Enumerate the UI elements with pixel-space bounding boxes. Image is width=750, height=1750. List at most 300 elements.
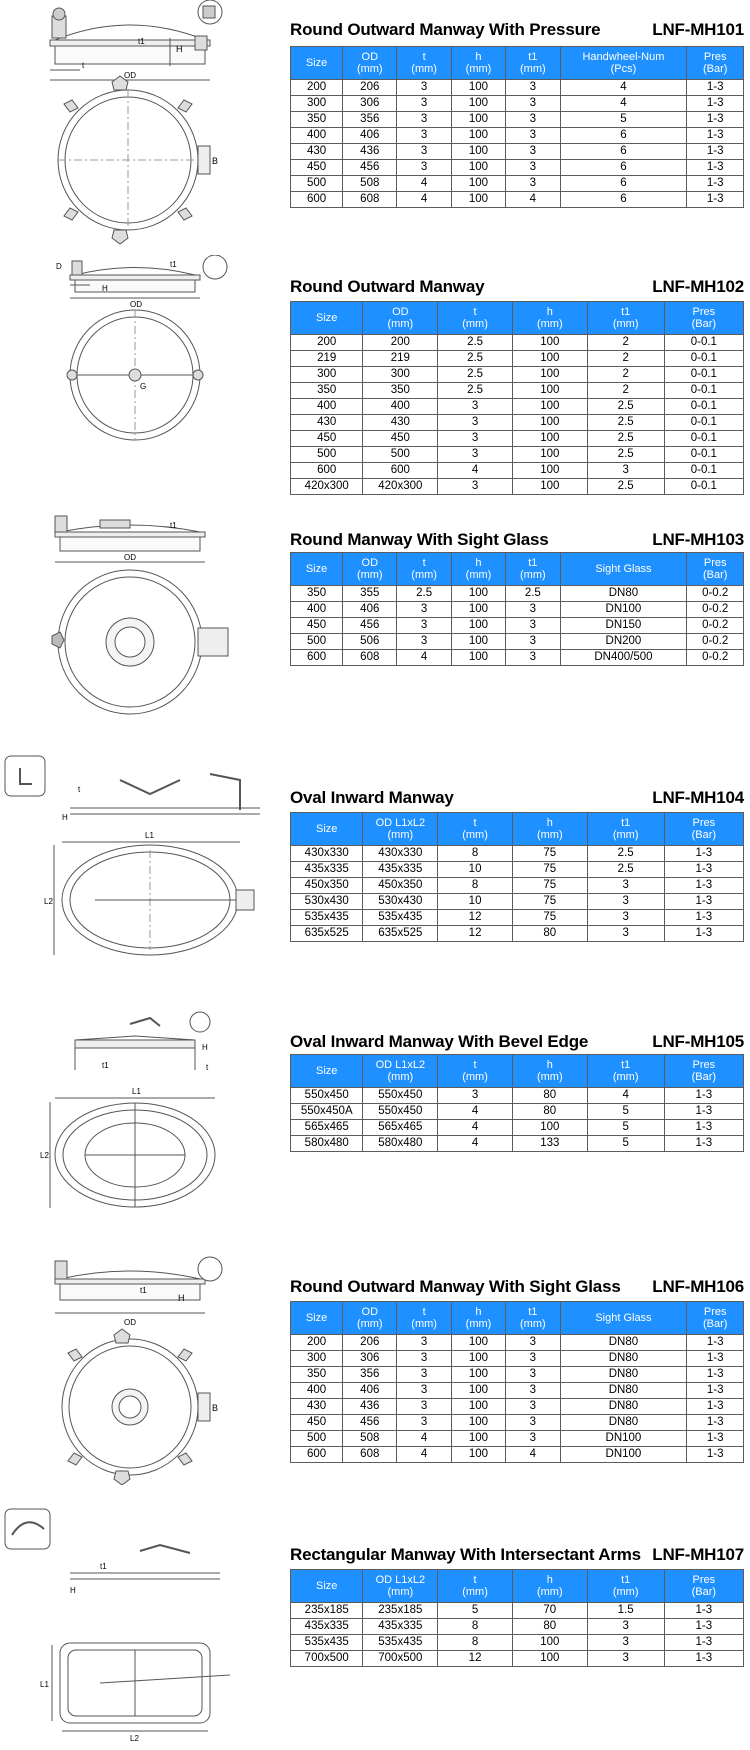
- table-cell: 500: [291, 176, 343, 192]
- table-cell: 420x300: [291, 479, 363, 495]
- table-cell: 100: [512, 463, 587, 479]
- table-cell: 1-3: [664, 894, 743, 910]
- table-cell: 430: [363, 415, 438, 431]
- table-cell: 4: [438, 463, 513, 479]
- column-header: Size: [291, 47, 343, 80]
- table-cell: 200: [363, 335, 438, 351]
- table-cell: 3: [397, 128, 451, 144]
- table-cell: 12: [438, 926, 513, 942]
- table-cell: 0-0.2: [687, 650, 744, 666]
- table-cell: 100: [512, 1635, 587, 1651]
- table-cell: 3: [506, 96, 560, 112]
- table-cell: 100: [512, 335, 587, 351]
- table-cell: 3: [438, 1088, 513, 1104]
- table-cell: 4: [560, 80, 687, 96]
- table-cell: 2.5: [438, 383, 513, 399]
- table-row: [291, 1619, 744, 1635]
- table-cell: 3: [438, 415, 513, 431]
- table-cell: 3: [397, 602, 451, 618]
- table-cell: 0-0.1: [664, 351, 743, 367]
- table-header-row: [291, 1570, 744, 1603]
- table-cell: 456: [343, 160, 397, 176]
- table-cell: 3: [587, 463, 664, 479]
- table-cell: 608: [343, 650, 397, 666]
- table-cell: 430: [291, 144, 343, 160]
- table-cell: 8: [438, 846, 513, 862]
- spec-table: [290, 812, 744, 942]
- table-cell: 1-3: [664, 1136, 743, 1152]
- table-cell: 75: [512, 846, 587, 862]
- table-row: [291, 1415, 744, 1431]
- table-row: [291, 586, 744, 602]
- table-cell: 0-0.2: [687, 634, 744, 650]
- column-header: Sight Glass: [560, 1302, 687, 1335]
- label-h: H: [70, 1586, 76, 1595]
- table-row: [291, 335, 744, 351]
- table-cell: 4: [438, 1120, 513, 1136]
- table-cell: 435x335: [291, 1619, 363, 1635]
- table-cell: 100: [451, 634, 505, 650]
- table-row: [291, 1351, 744, 1367]
- table-cell: 3: [506, 176, 560, 192]
- table-row: [291, 144, 744, 160]
- table-cell: 5: [587, 1136, 664, 1152]
- table-cell: DN400/500: [560, 650, 687, 666]
- table-row: [291, 176, 744, 192]
- table-cell: 700x500: [291, 1651, 363, 1667]
- table-cell: 436: [343, 144, 397, 160]
- table-cell: 4: [397, 1431, 451, 1447]
- table-cell: 4: [397, 1447, 451, 1463]
- table-cell: DN80: [560, 1335, 687, 1351]
- table-cell: 600: [291, 463, 363, 479]
- table-cell: 2: [587, 383, 664, 399]
- table-cell: 3: [587, 1619, 664, 1635]
- table-cell: 350: [291, 383, 363, 399]
- table-cell: 300: [291, 96, 343, 112]
- table-cell: 530x430: [363, 894, 438, 910]
- section-title: Round Outward Manway With Pressure: [290, 20, 601, 39]
- table-cell: 6: [560, 144, 687, 160]
- table-row: [291, 112, 744, 128]
- table-cell: 450: [291, 160, 343, 176]
- table-cell: 430x330: [291, 846, 363, 862]
- table-cell: 3: [397, 144, 451, 160]
- table-cell: 100: [512, 383, 587, 399]
- drawing-mh101: [0, 0, 285, 245]
- table-cell: 0-0.2: [687, 602, 744, 618]
- table-cell: 400: [291, 602, 343, 618]
- table-cell: 400: [291, 399, 363, 415]
- table-cell: 3: [506, 1383, 560, 1399]
- table-cell: 4: [587, 1088, 664, 1104]
- table-cell: 100: [512, 431, 587, 447]
- table-cell: 1-3: [664, 1104, 743, 1120]
- section-code: LNF-MH107: [652, 1545, 744, 1564]
- label-l2: L2: [130, 1734, 139, 1743]
- table-cell: DN100: [560, 602, 687, 618]
- table-cell: 1-3: [687, 1367, 744, 1383]
- table-cell: 3: [397, 1383, 451, 1399]
- table-cell: 1-3: [664, 910, 743, 926]
- label-t: t: [206, 1063, 209, 1072]
- table-cell: 3: [397, 1367, 451, 1383]
- table-cell: 1-3: [664, 926, 743, 942]
- table-cell: 306: [343, 96, 397, 112]
- table-cell: 100: [451, 618, 505, 634]
- label-t1: t1: [102, 1061, 109, 1070]
- table-cell: 8: [438, 878, 513, 894]
- table-header-row: [291, 1055, 744, 1088]
- table-cell: 1.5: [587, 1603, 664, 1619]
- table-cell: 565x465: [291, 1120, 363, 1136]
- table-row: [291, 351, 744, 367]
- table-cell: 100: [512, 479, 587, 495]
- table-cell: 100: [451, 176, 505, 192]
- table-cell: 0-0.1: [664, 463, 743, 479]
- table-cell: 1-3: [664, 1635, 743, 1651]
- table-cell: 3: [438, 399, 513, 415]
- drawing-mh103: [0, 510, 285, 720]
- column-header: t1 (mm): [587, 302, 664, 335]
- table-cell: 0-0.1: [664, 383, 743, 399]
- table-row: [291, 1383, 744, 1399]
- table-cell: 100: [451, 112, 505, 128]
- table-cell: 100: [451, 80, 505, 96]
- table-cell: 100: [451, 1415, 505, 1431]
- table-row: [291, 650, 744, 666]
- column-header: Pres (Bar): [687, 553, 744, 586]
- table-cell: 100: [512, 447, 587, 463]
- column-header: OD L1xL2 (mm): [363, 813, 438, 846]
- column-header: h (mm): [512, 813, 587, 846]
- label-d: D: [56, 262, 62, 271]
- table-cell: 3: [506, 160, 560, 176]
- table-cell: 1-3: [687, 128, 744, 144]
- column-header: Pres (Bar): [687, 1302, 744, 1335]
- table-cell: 70: [512, 1603, 587, 1619]
- column-header: OD L1xL2 (mm): [363, 1570, 438, 1603]
- label-t: t: [78, 785, 81, 794]
- table-cell: 3: [506, 602, 560, 618]
- spec-table: [290, 301, 744, 495]
- table-cell: 3: [397, 160, 451, 176]
- table-cell: 406: [343, 1383, 397, 1399]
- label-h: H: [178, 1293, 185, 1303]
- table-cell: DN100: [560, 1431, 687, 1447]
- table-cell: 400: [363, 399, 438, 415]
- drawing-mh105: [0, 1000, 285, 1220]
- table-cell: 200: [291, 80, 343, 96]
- table-cell: 356: [343, 1367, 397, 1383]
- column-header: Pres (Bar): [664, 1570, 743, 1603]
- label-t1: t1: [170, 521, 177, 530]
- table-cell: 500: [291, 1431, 343, 1447]
- table-cell: 1-3: [664, 1603, 743, 1619]
- table-cell: 550x450: [291, 1088, 363, 1104]
- table-cell: 100: [512, 415, 587, 431]
- table-cell: 100: [451, 128, 505, 144]
- table-cell: 3: [438, 479, 513, 495]
- table-row: [291, 192, 744, 208]
- table-cell: 80: [512, 926, 587, 942]
- table-cell: 1-3: [664, 1619, 743, 1635]
- table-row: [291, 878, 744, 894]
- table-header-row: [291, 47, 744, 80]
- table-cell: DN80: [560, 1351, 687, 1367]
- table-cell: 1-3: [687, 1415, 744, 1431]
- column-header: h (mm): [451, 553, 505, 586]
- table-row: [291, 1104, 744, 1120]
- table-cell: 600: [291, 192, 343, 208]
- label-l1: L1: [40, 1680, 49, 1689]
- table-cell: 350: [291, 1367, 343, 1383]
- table-cell: DN80: [560, 1383, 687, 1399]
- column-header: t (mm): [438, 1055, 513, 1088]
- label-h: H: [176, 44, 183, 54]
- table-cell: 600: [291, 650, 343, 666]
- label-od: OD: [124, 553, 136, 562]
- table-cell: 6: [560, 176, 687, 192]
- table-cell: 100: [451, 160, 505, 176]
- column-header: h (mm): [451, 47, 505, 80]
- label-b: B: [212, 1403, 219, 1413]
- table-cell: 2: [587, 351, 664, 367]
- table-cell: 1-3: [664, 862, 743, 878]
- table-cell: 100: [512, 351, 587, 367]
- table-cell: 450: [291, 618, 343, 634]
- table-cell: 500: [363, 447, 438, 463]
- table-cell: 436: [343, 1399, 397, 1415]
- label-g: G: [140, 382, 147, 391]
- label-od: OD: [130, 300, 142, 309]
- table-cell: 4: [438, 1136, 513, 1152]
- table-row: [291, 96, 744, 112]
- column-header: Size: [291, 1055, 363, 1088]
- section-title: Round Outward Manway: [290, 277, 485, 296]
- label-l2: L2: [40, 1151, 49, 1160]
- table-cell: 5: [587, 1104, 664, 1120]
- table-cell: 2.5: [587, 447, 664, 463]
- table-cell: 0-0.1: [664, 431, 743, 447]
- table-cell: 1-3: [687, 1351, 744, 1367]
- table-cell: 0-0.1: [664, 335, 743, 351]
- column-header: t (mm): [397, 1302, 451, 1335]
- table-row: [291, 1120, 744, 1136]
- table-cell: 450: [363, 431, 438, 447]
- spec-table: [290, 552, 744, 666]
- table-cell: 3: [397, 1335, 451, 1351]
- column-header: t (mm): [397, 47, 451, 80]
- table-cell: 200: [291, 1335, 343, 1351]
- table-row: [291, 1088, 744, 1104]
- table-cell: 1-3: [687, 1431, 744, 1447]
- table-cell: 8: [438, 1619, 513, 1635]
- table-cell: 3: [587, 878, 664, 894]
- table-cell: 450: [291, 1415, 343, 1431]
- table-cell: DN80: [560, 1399, 687, 1415]
- table-cell: 80: [512, 1088, 587, 1104]
- table-cell: 530x430: [291, 894, 363, 910]
- table-cell: 3: [587, 1651, 664, 1667]
- table-row: [291, 862, 744, 878]
- table-cell: 219: [291, 351, 363, 367]
- table-cell: 3: [506, 128, 560, 144]
- table-cell: 700x500: [363, 1651, 438, 1667]
- table-row: [291, 447, 744, 463]
- table-cell: 3: [506, 144, 560, 160]
- table-cell: 6: [560, 128, 687, 144]
- table-cell: 235x185: [291, 1603, 363, 1619]
- section-title: Round Outward Manway With Sight Glass: [290, 1277, 621, 1296]
- table-row: [291, 383, 744, 399]
- table-cell: 400: [291, 1383, 343, 1399]
- table-cell: 3: [397, 1415, 451, 1431]
- table-cell: 2.5: [587, 431, 664, 447]
- table-cell: 0-0.1: [664, 479, 743, 495]
- section-header: [290, 1543, 744, 1565]
- section-code: LNF-MH101: [652, 20, 744, 39]
- table-cell: 100: [451, 1351, 505, 1367]
- spec-table: [290, 1301, 744, 1463]
- table-cell: 500: [291, 634, 343, 650]
- table-cell: 2.5: [506, 586, 560, 602]
- table-cell: 100: [451, 144, 505, 160]
- table-cell: 535x435: [363, 1635, 438, 1651]
- table-cell: 200: [291, 335, 363, 351]
- table-cell: 2.5: [397, 586, 451, 602]
- table-cell: 100: [451, 1367, 505, 1383]
- table-row: [291, 894, 744, 910]
- table-cell: 508: [343, 176, 397, 192]
- table-cell: 300: [363, 367, 438, 383]
- table-row: [291, 634, 744, 650]
- label-l1: L1: [132, 1087, 141, 1096]
- section-title: Round Manway With Sight Glass: [290, 530, 549, 549]
- table-cell: 100: [512, 399, 587, 415]
- section-code: LNF-MH106: [652, 1277, 744, 1296]
- column-header: OD L1xL2 (mm): [363, 1055, 438, 1088]
- column-header: Pres (Bar): [687, 47, 744, 80]
- table-row: [291, 479, 744, 495]
- label-h: H: [102, 284, 108, 293]
- table-cell: 356: [343, 112, 397, 128]
- table-cell: 1-3: [687, 160, 744, 176]
- table-cell: 1-3: [687, 176, 744, 192]
- table-cell: 12: [438, 910, 513, 926]
- table-cell: 4: [506, 1447, 560, 1463]
- table-cell: 100: [451, 650, 505, 666]
- table-cell: 3: [506, 634, 560, 650]
- section-code: LNF-MH103: [652, 530, 744, 549]
- table-cell: 75: [512, 894, 587, 910]
- table-cell: 0-0.1: [664, 399, 743, 415]
- spec-table: [290, 1054, 744, 1152]
- table-cell: 10: [438, 862, 513, 878]
- table-cell: 8: [438, 1635, 513, 1651]
- column-header: t1 (mm): [506, 1302, 560, 1335]
- table-cell: 12: [438, 1651, 513, 1667]
- table-cell: 550x450: [363, 1104, 438, 1120]
- table-row: [291, 367, 744, 383]
- section-title: Rectangular Manway With Intersectant Arms: [290, 1545, 641, 1564]
- table-cell: DN200: [560, 634, 687, 650]
- table-cell: 435x335: [363, 862, 438, 878]
- table-row: [291, 602, 744, 618]
- table-cell: 506: [343, 634, 397, 650]
- table-cell: 4: [397, 650, 451, 666]
- label-l1: L1: [145, 831, 154, 840]
- label-h: H: [62, 813, 68, 822]
- table-cell: 1-3: [687, 1383, 744, 1399]
- drawing-mh106: [0, 1255, 285, 1485]
- label-h: H: [202, 1043, 208, 1052]
- table-cell: 1-3: [664, 1088, 743, 1104]
- table-cell: 3: [506, 650, 560, 666]
- table-cell: 1-3: [687, 1399, 744, 1415]
- table-cell: 1-3: [687, 80, 744, 96]
- table-cell: 75: [512, 862, 587, 878]
- table-cell: 3: [397, 112, 451, 128]
- table-header-row: [291, 302, 744, 335]
- table-cell: 430x330: [363, 846, 438, 862]
- table-header-row: [291, 813, 744, 846]
- table-cell: 100: [451, 1431, 505, 1447]
- table-cell: 2.5: [587, 846, 664, 862]
- section-header: [290, 528, 744, 550]
- table-cell: 608: [343, 192, 397, 208]
- table-cell: 4: [397, 176, 451, 192]
- label-t: t: [82, 61, 85, 70]
- table-cell: 2.5: [438, 367, 513, 383]
- section-header: [290, 18, 744, 40]
- column-header: Pres (Bar): [664, 813, 743, 846]
- table-row: [291, 399, 744, 415]
- spec-table: [290, 1569, 744, 1667]
- table-cell: 3: [438, 431, 513, 447]
- table-cell: 406: [343, 602, 397, 618]
- table-cell: 535x435: [291, 910, 363, 926]
- section-header: [290, 275, 744, 297]
- column-header: Size: [291, 553, 343, 586]
- table-cell: 219: [363, 351, 438, 367]
- column-header: t (mm): [438, 813, 513, 846]
- table-cell: 0-0.1: [664, 367, 743, 383]
- table-cell: 206: [343, 80, 397, 96]
- label-l2: L2: [44, 897, 53, 906]
- table-cell: 3: [397, 1399, 451, 1415]
- table-cell: 1-3: [687, 96, 744, 112]
- table-cell: 430: [291, 415, 363, 431]
- table-row: [291, 1367, 744, 1383]
- table-cell: 3: [587, 926, 664, 942]
- table-row: [291, 80, 744, 96]
- column-header: h (mm): [512, 1055, 587, 1088]
- table-cell: 3: [506, 1335, 560, 1351]
- column-header: Size: [291, 1302, 343, 1335]
- column-header: OD (mm): [363, 302, 438, 335]
- table-cell: 100: [451, 96, 505, 112]
- table-header-row: [291, 553, 744, 586]
- table-cell: 1-3: [664, 1120, 743, 1136]
- table-cell: 100: [451, 1335, 505, 1351]
- table-cell: 3: [506, 1415, 560, 1431]
- table-cell: 5: [560, 112, 687, 128]
- table-cell: 3: [587, 894, 664, 910]
- table-cell: 2.5: [587, 399, 664, 415]
- table-cell: DN150: [560, 618, 687, 634]
- table-cell: 2: [587, 367, 664, 383]
